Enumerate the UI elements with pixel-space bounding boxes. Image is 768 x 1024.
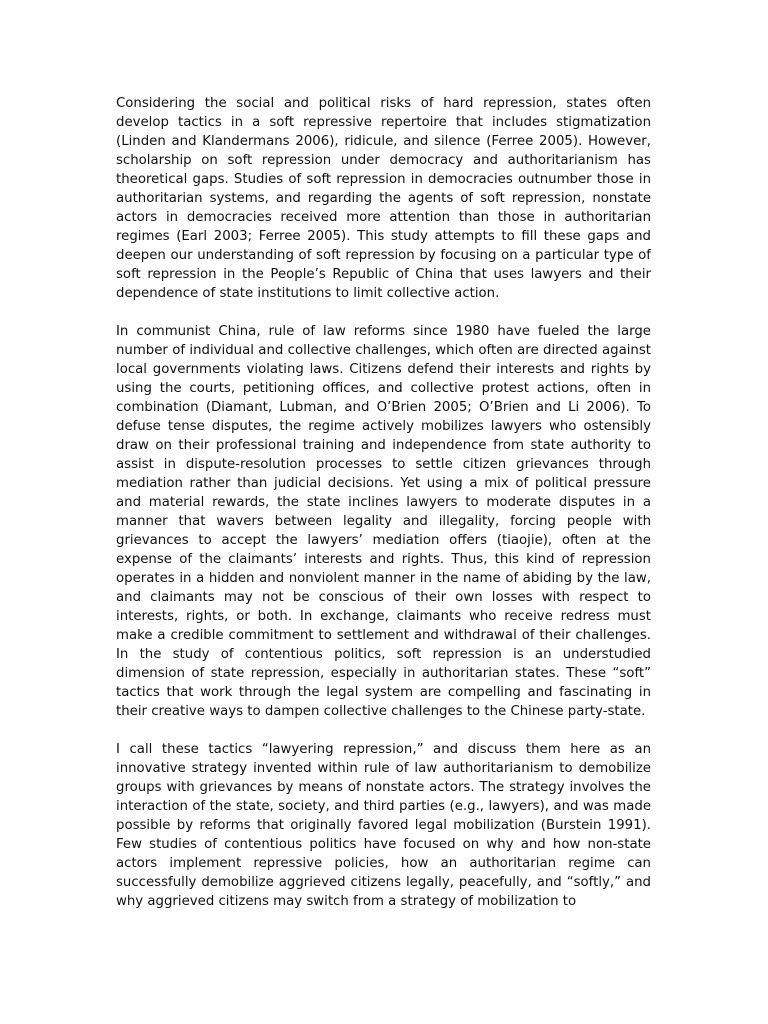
paragraph-soft-repression-intro: Considering the social and political risks of hard repression, states often develop tactics in a soft repressive repertoire that includes stigmatization (Linden and Klandermans 2006), ridicule, and silence (Ferree 2005). However, scholarship on soft repression under democracy and authoritarianism has theoretical gaps. Studies of soft repression in democracies outnumber those in authoritarian systems, and regarding the agents of soft repression, nonstate actors in democracies received more attention than those in authoritarian regimes (Earl 2003; Ferree 2005). This study attempts to fill these gaps and deepen our understanding of soft repression by focusing on a particular type of soft repression in the People’s Republic of China that uses lawyers and their dependence of state institutions to limit collective action. <box>116 96 651 301</box>
document-page <box>116 94 651 930</box>
paragraph-lawyering-repression: I call these tactics “lawyering repression,” and discuss them here as an innovative strategy invented within rule of law authoritarianism to demobilize groups with grievances by means of nonstate actors. The strategy involves the interaction of the state, society, and third parties (e.g., lawyers), and was made possible by reforms that originally favored legal mobilization (Burstein 1991). Few studies of contentious politics have focused on why and how non-state actors implement repressive policies, how an authoritarian regime can successfully demobilize aggrieved citizens legally, peacefully, and “softly,” and why aggrieved citizens may switch from a strategy of mobilization to <box>116 742 651 909</box>
paragraph-china-rule-of-law: In communist China, rule of law reforms since 1980 have fueled the large number of individual and collective challenges, which often are directed against local governments violating laws. Citizens defend their interests and rights by using the courts, petitioning offices, and collective protest actions, often in combination (Diamant, Lubman, and O’Brien 2005; O’Brien and Li 2006). To defuse tense disputes, the regime actively mobilizes lawyers who ostensibly draw on their professional training and independence from state authority to assist in dispute-resolution processes to settle citizen grievances through mediation rather than judicial decisions. Yet using a mix of political pressure and material rewards, the state inclines lawyers to moderate disputes in a manner that wavers between legality and illegality, forcing people with grievances to accept the lawyers’ mediation offers (tiaojie), often at the expense of the claimants’ interests and rights. Thus, this kind of repression operates in a hidden and nonviolent manner in the name of abiding by the law, and claimants may not be conscious of their own losses with respect to interests, rights, or both. In exchange, claimants who receive redress must make a credible commitment to settlement and withdrawal of their challenges. In the study of contentious politics, soft repression is an understudied dimension of state repression, especially in authoritarian states. These “soft” tactics that work through the legal system are compelling and fascinating in their creative ways to dampen collective challenges to the Chinese party-state. <box>116 324 651 719</box>
